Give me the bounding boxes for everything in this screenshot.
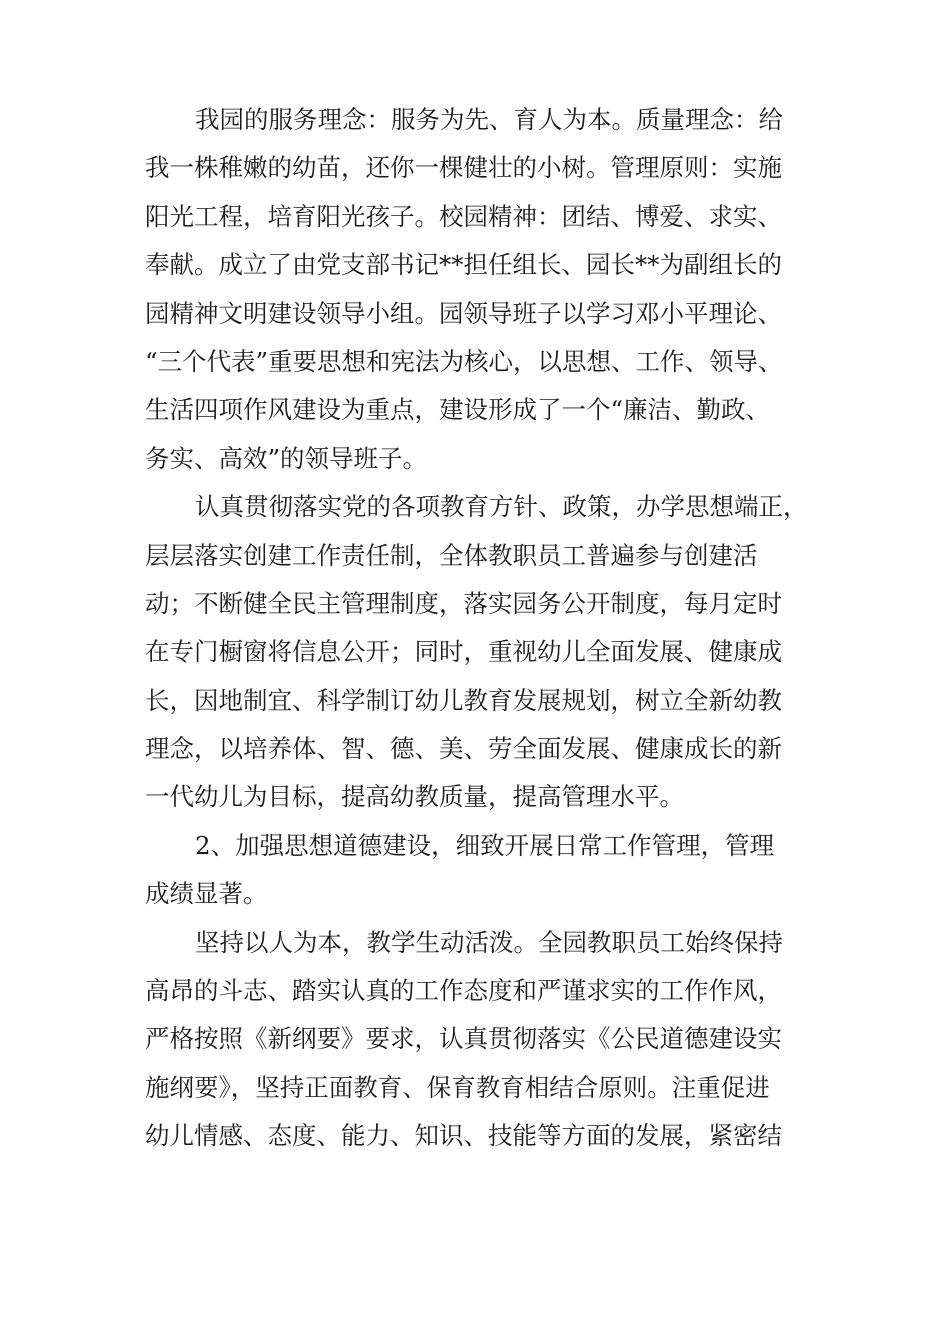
text-line: 我一株稚嫩的幼苗，还你一棵健壮的小树。管理原则：实施 <box>145 153 782 183</box>
text-line: 阳光工程，培育阳光孩子。校园精神：团结、博爱、求实、 <box>145 201 782 231</box>
text-line: 严格按照《新纲要》要求，认真贯彻落实《公民道德建设实 <box>145 1024 782 1054</box>
text-line: 奉献。成立了由党支部书记**担任组长、园长**为副组长的 <box>145 250 782 280</box>
text-line: 我园的服务理念：服务为先、育人为本。质量理念：给 <box>195 105 783 134</box>
text-line: 务实、高效”的领导班子。 <box>145 443 428 473</box>
text-line: 在专门橱窗将信息公开；同时，重视幼儿全面发展、健康成 <box>145 637 782 667</box>
text-line: 高昂的斗志、踏实认真的工作态度和严谨求实的工作作风， <box>145 976 782 1006</box>
text-line: 成绩显著。 <box>145 879 268 909</box>
text-line: 一代幼儿为目标，提高幼教质量，提高管理水平。 <box>145 782 684 812</box>
text-line: 生活四项作风建设为重点，建设形成了一个“廉洁、勤政、 <box>145 395 771 425</box>
text-line: 长，因地制宜、科学制订幼儿教育发展规划，树立全新幼教 <box>145 685 782 715</box>
text-line: 幼儿情感、态度、能力、知识、技能等方面的发展，紧密结 <box>145 1121 782 1151</box>
text-line: “三个代表”重要思想和宪法为核心，以思想、工作、领导、 <box>145 346 783 376</box>
text-line: 2、加强思想道德建设，细致开展日常工作管理，管理 <box>195 830 775 860</box>
text-line: 理念，以培养体、智、德、美、劳全面发展、健康成长的新 <box>145 734 782 764</box>
text-line: 层层落实创建工作责任制，全体教职员工普遍参与创建活 <box>145 540 758 570</box>
text-line: 动；不断健全民主管理制度，落实园务公开制度，每月定时 <box>145 588 782 618</box>
text-line: 认真贯彻落实党的各项教育方针、政策，办学思想端正， <box>195 492 808 522</box>
text-line: 施纲要》，坚持正面教育、保育教育相结合原则。注重促进 <box>145 1072 770 1102</box>
text-line: 园精神文明建设领导小组。园领导班子以学习邓小平理论、 <box>145 298 782 328</box>
text-line: 坚持以人为本，教学生动活泼。全园教职员工始终保持 <box>195 927 783 957</box>
document-body <box>145 96 815 1161</box>
